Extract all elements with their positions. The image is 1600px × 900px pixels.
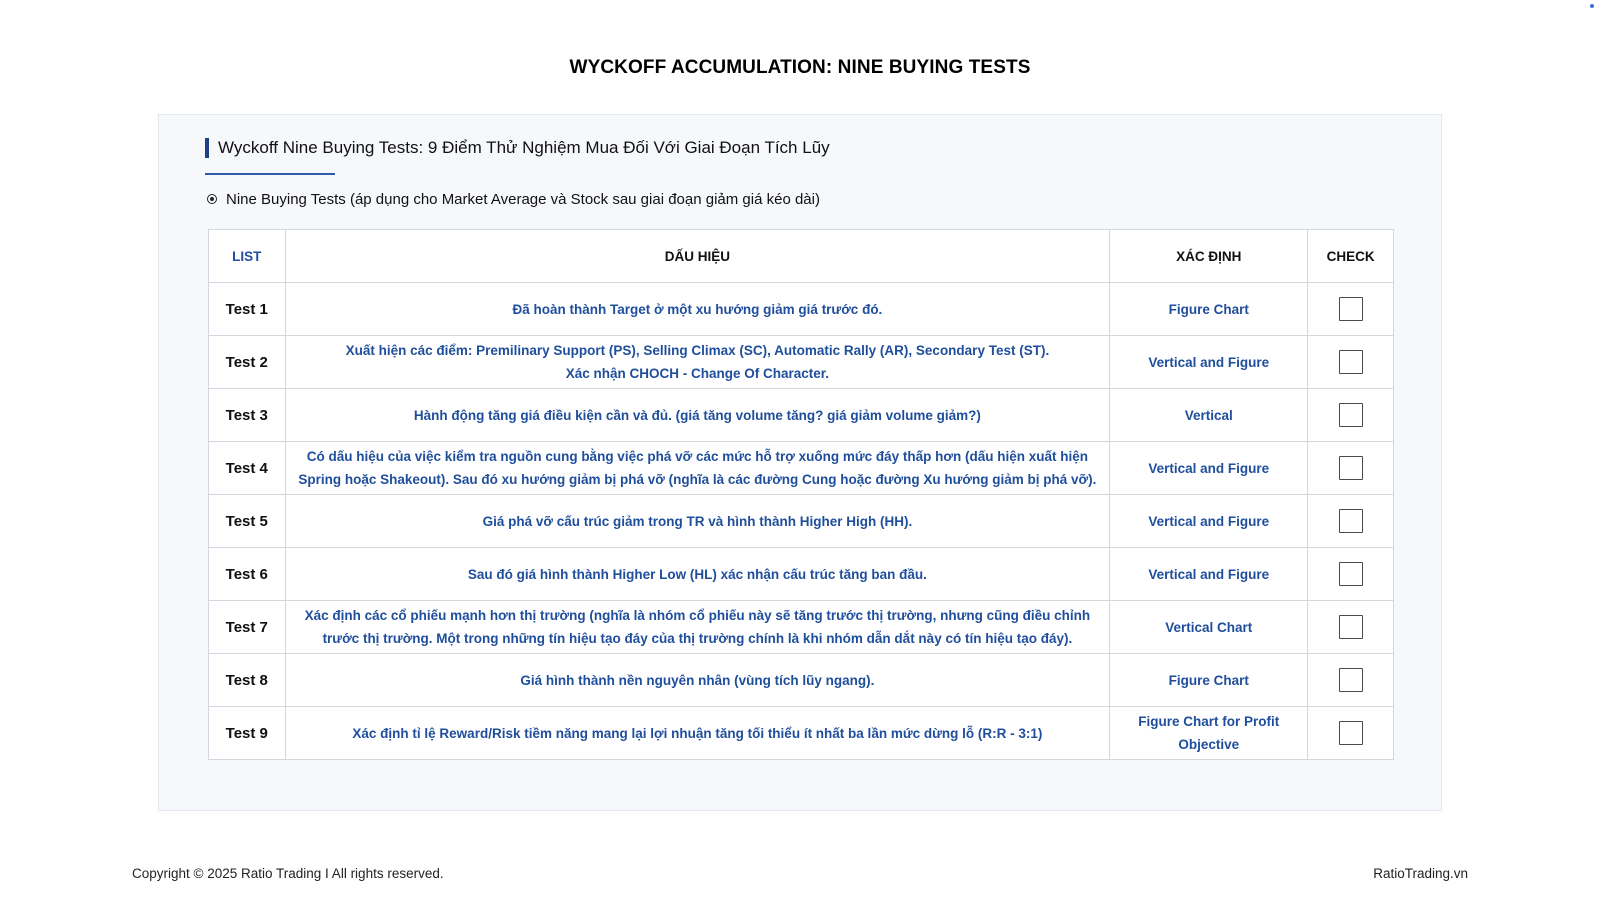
table-row: [209, 283, 1394, 336]
ident-text-line: Objective: [1178, 737, 1240, 752]
test-name-cell: Test 1: [209, 283, 286, 336]
sign-cell: [285, 495, 1110, 548]
checkbox[interactable]: [1339, 350, 1363, 374]
check-cell: [1308, 707, 1394, 760]
check-cell: [1308, 654, 1394, 707]
radio-bullet-icon: [207, 194, 217, 204]
ident-cell: Vertical: [1110, 389, 1308, 442]
check-cell: [1308, 548, 1394, 601]
sign-cell: [285, 548, 1110, 601]
column-header-sign: DẤU HIỆU: [285, 230, 1110, 283]
check-cell: [1308, 442, 1394, 495]
table-row: [209, 601, 1394, 654]
sign-text-line: Spring hoặc Shakeout). Sau đó xu hướng giảm bị phá vỡ (nghĩa là các đường Cung hoặc đường Xu hướng giảm bị phá vỡ).: [298, 472, 1097, 487]
checkbox[interactable]: [1339, 668, 1363, 692]
test-name-cell: Test 3: [209, 389, 286, 442]
test-name-cell: Test 9: [209, 707, 286, 760]
checkbox[interactable]: [1339, 615, 1363, 639]
test-name-cell: Test 4: [209, 442, 286, 495]
ident-cell: Vertical and Figure: [1110, 495, 1308, 548]
column-header-check: CHECK: [1308, 230, 1394, 283]
checkbox[interactable]: [1339, 562, 1363, 586]
table-row: [209, 654, 1394, 707]
check-cell: [1308, 389, 1394, 442]
ident-cell: Vertical and Figure: [1110, 548, 1308, 601]
sign-text-line: Xuất hiện các điểm: Premilinary Support (PS), Selling Climax (SC), Automatic Rally (AR), Secondary Test (ST).: [345, 343, 1050, 358]
ident-cell: [1110, 707, 1308, 760]
column-header-ident: XÁC ĐỊNH: [1110, 230, 1308, 283]
test-name-cell: Test 7: [209, 601, 286, 654]
checkbox[interactable]: [1339, 297, 1363, 321]
sign-text-line: Hành động tăng giá điều kiện cần và đủ. (giá tăng volume tăng? giá giảm volume giảm?): [413, 407, 981, 423]
checkbox[interactable]: [1339, 509, 1363, 533]
checkbox[interactable]: [1339, 456, 1363, 480]
test-name-cell: Test 6: [209, 548, 286, 601]
sign-cell: [285, 654, 1110, 707]
content-panel: [158, 114, 1442, 811]
bullet-item: [207, 190, 820, 210]
sign-text-line: Xác định tỉ lệ Reward/Risk tiềm năng mang lại lợi nhuận tăng tối thiểu ít nhất ba lần mức dừng lỗ (R:R - 3:1): [352, 725, 1043, 741]
ident-cell: Vertical Chart: [1110, 601, 1308, 654]
test-name-cell: Test 8: [209, 654, 286, 707]
sign-text-line: Xác định các cổ phiếu mạnh hơn thị trường (nghĩa là nhóm cổ phiếu này sẽ tăng trước thị trường, nhưng cũng điều chỉnh: [304, 608, 1091, 623]
sign-cell: [285, 389, 1110, 442]
test-name-cell: Test 5: [209, 495, 286, 548]
table-row: [209, 707, 1394, 760]
table-row: [209, 495, 1394, 548]
sign-cell: [285, 336, 1110, 389]
check-cell: [1308, 495, 1394, 548]
checkbox[interactable]: [1339, 403, 1363, 427]
table-row: [209, 442, 1394, 495]
sign-text-line: Giá phá vỡ cấu trúc giảm trong TR và hình thành Higher High (HH).: [482, 513, 913, 529]
bullet-text: Nine Buying Tests (áp dụng cho Market Average và Stock sau giai đoạn giảm giá kéo dài): [226, 191, 820, 208]
ident-cell: Figure Chart: [1110, 654, 1308, 707]
footer-site-link[interactable]: RatioTrading.vn: [1373, 866, 1468, 881]
ident-text-line: Figure Chart for Profit: [1138, 714, 1280, 729]
page-title: WYCKOFF ACCUMULATION: NINE BUYING TESTS: [569, 57, 1031, 78]
corner-dot: [1590, 4, 1594, 8]
sign-text-line: trước thị trường. Một trong những tín hiệu tạo đáy của thị trường chính là khi nhóm dẫn dắt này có tín hiệu tạo đáy).: [322, 631, 1073, 646]
ident-cell: Figure Chart: [1110, 283, 1308, 336]
table-body: [209, 283, 1394, 760]
checkbox[interactable]: [1339, 721, 1363, 745]
table-row: [209, 389, 1394, 442]
check-cell: [1308, 601, 1394, 654]
sign-text-line: Đã hoàn thành Target ở một xu hướng giảm giá trước đó.: [512, 301, 883, 317]
sign-text-line: Xác nhận CHOCH - Change Of Character.: [565, 366, 830, 381]
ident-cell: Vertical and Figure: [1110, 336, 1308, 389]
table-row: [209, 548, 1394, 601]
sign-cell: [285, 707, 1110, 760]
sign-cell: [285, 283, 1110, 336]
sign-text-line: Sau đó giá hình thành Higher Low (HL) xác nhận cấu trúc tăng ban đầu.: [467, 566, 927, 582]
sign-cell: [285, 601, 1110, 654]
ident-cell: Vertical and Figure: [1110, 442, 1308, 495]
check-cell: [1308, 336, 1394, 389]
sign-text-line: Có dấu hiệu của việc kiểm tra nguồn cung bằng việc phá vỡ các mức hỗ trợ xuống mức đáy thấp hơn (dấu hiện xuất hiện: [306, 449, 1088, 464]
table-header-row: [209, 230, 1394, 283]
table-row: [209, 336, 1394, 389]
section-heading: Wyckoff Nine Buying Tests: 9 Điểm Thử Nghiệm Mua Đối Với Giai Đoạn Tích Lũy: [205, 138, 830, 158]
sign-cell: [285, 442, 1110, 495]
test-name-cell: Test 2: [209, 336, 286, 389]
sign-text-line: Giá hình thành nền nguyên nhân (vùng tích lũy ngang).: [520, 672, 875, 688]
column-header-list: LIST: [209, 230, 286, 283]
check-cell: [1308, 283, 1394, 336]
buying-tests-table: [208, 229, 1394, 760]
footer-copyright: Copyright © 2025 Ratio Trading I All rights reserved.: [132, 866, 444, 881]
heading-underline: [205, 173, 335, 175]
